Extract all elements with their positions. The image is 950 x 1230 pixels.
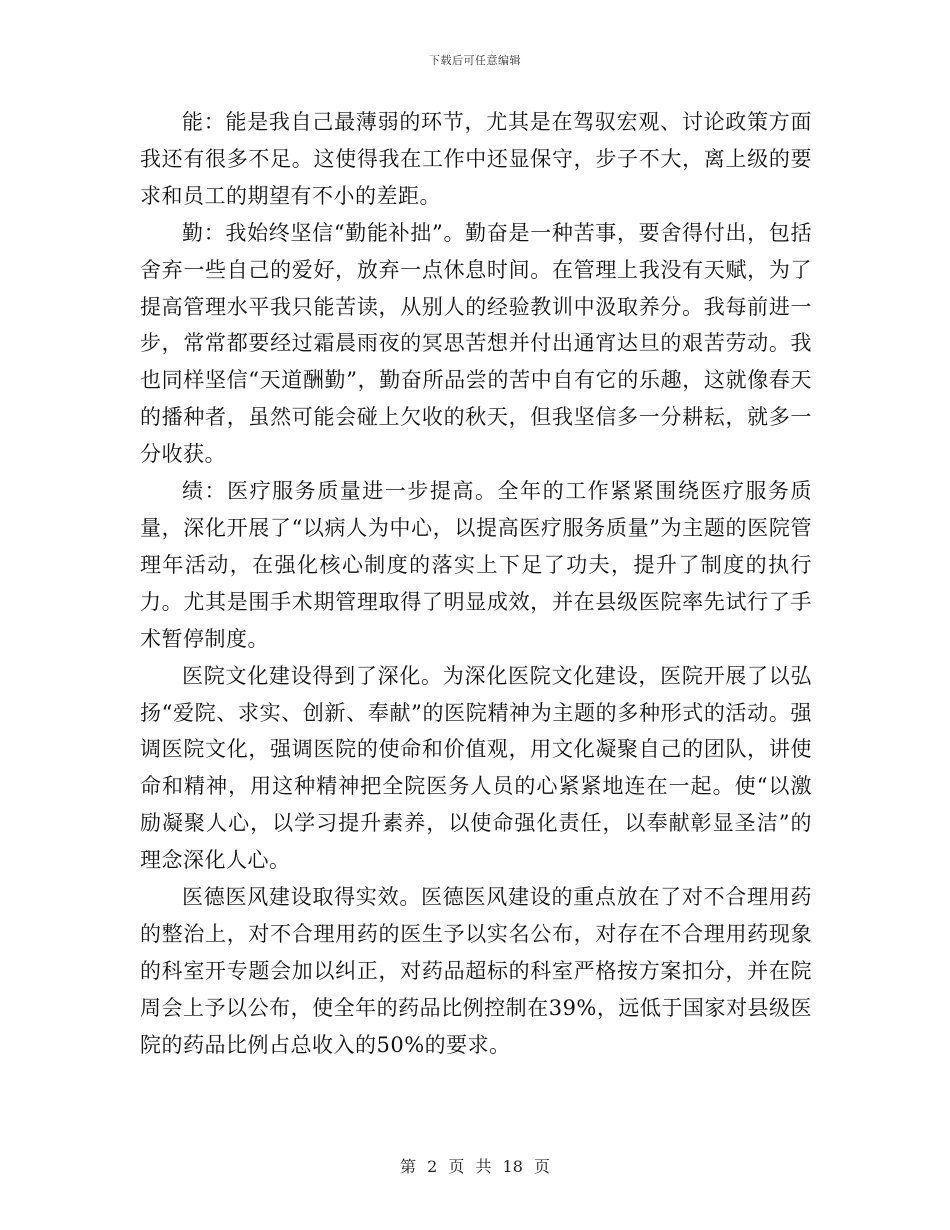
paragraph-diligence: 勤：我始终坚信“勤能补拙”。勤奋是一种苦事，要舍得付出，包括舍弃一些自己的爱好，放弃一点休息时间。在管理上我没有天赋，为了提高管理水平我只能苦读，从别人的经验教训中汲取养分。我每前进一步，常常都要经过霜晨雨夜的冥思苦想并付出通宵达旦的艰苦劳动。我也同样坚信“天道酬勤”，勤奋所品尝的苦中自有它的乐趣，这就像春天的播种者，虽然可能会碰上欠收的秋天，但我坚信多一分耕耘，就多一分收获。 [140, 220, 812, 467]
page-header: 下载后可任意编辑 [429, 54, 521, 67]
paragraph-ability: 能：能是我自己最薄弱的环节，尤其是在驾驭宏观、讨论政策方面我还有很多不足。这使得我在工作中还显保守，步子不大，离上级的要求和员工的期望有不小的差距。 [140, 110, 812, 208]
body-text [140, 104, 812, 1064]
page-footer: 第 2 页 共 18 页 [400, 1157, 550, 1176]
paragraph-hospital-culture: 医院文化建设得到了深化。为深化医院文化建设，医院开展了以弘扬“爱院、求实、创新、奉献”的医院精神为主题的多种形式的活动。强调医院文化，强调医院的使命和价值观，用文化凝聚自己的团队，讲使命和精神，用这种精神把全院医务人员的心紧紧地连在一起。使“以激励凝聚人心，以学习提升素养，以使命强化责任，以奉献彰显圣洁”的理念深化人心。 [140, 663, 812, 873]
paragraph-achievement: 绩：医疗服务质量进一步提高。全年的工作紧紧围绕医疗服务质量，深化开展了“以病人为中心，以提高医疗服务质量”为主题的医院管理年活动，在强化核心制度的落实上下足了功夫，提升了制度的执行力。尤其是围手术期管理取得了明显成效，并在县级医院率先试行了手术暂停制度。 [140, 479, 812, 651]
paragraph-medical-ethics: 医德医风建设取得实效。医德医风建设的重点放在了对不合理用药的整治上，对不合理用药的医生予以实名公布，对存在不合理用药现象的科室开专题会加以纠正，对药品超标的科室严格按方案扣分，并在院周会上予以公布，使全年的药品比例控制在39%，远低于国家对县级医院的药品比例占总收入的50%的要求。 [140, 885, 812, 1057]
